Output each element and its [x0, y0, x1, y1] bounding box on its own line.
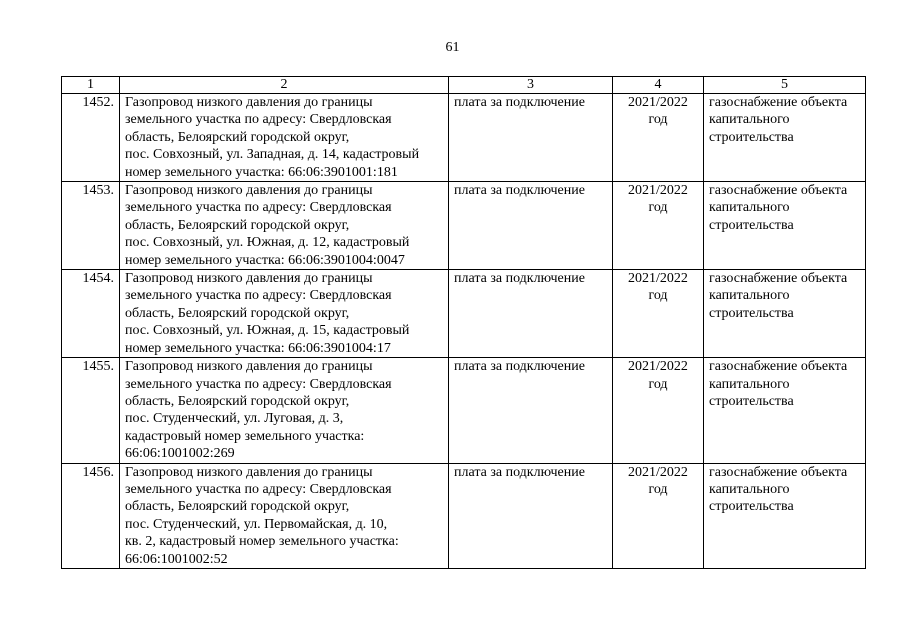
table-header-row — [62, 77, 866, 94]
period: 2021/2022 год — [613, 270, 704, 358]
fee-type: плата за подключение — [449, 463, 613, 568]
table-row — [62, 463, 866, 568]
object-description: Газопровод низкого давления до границы земельного участка по адресу: Свердловская область, Белоярский городской округ, пос. Совхозный, ул. Южная, д. 15, кадастровый номер земельного участка: 66:06:3901004:17 — [120, 270, 449, 358]
table-row — [62, 182, 866, 270]
row-number: 1455. — [62, 358, 120, 463]
fee-type: плата за подключение — [449, 94, 613, 182]
purpose: газоснабжение объекта капитального строительства — [704, 94, 866, 182]
period: 2021/2022 год — [613, 463, 704, 568]
table-row — [62, 94, 866, 182]
table-row — [62, 270, 866, 358]
column-number-5: 5 — [704, 77, 866, 94]
page-number: 61 — [445, 40, 460, 55]
fee-type: плата за подключение — [449, 270, 613, 358]
row-number: 1453. — [62, 182, 120, 270]
table-row — [62, 358, 866, 463]
object-description: Газопровод низкого давления до границы земельного участка по адресу: Свердловская область, Белоярский городской округ, пос. Совхозный, ул. Южная, д. 12, кадастровый номер земельного участка: 66:06:3901004:0047 — [120, 182, 449, 270]
object-description: Газопровод низкого давления до границы земельного участка по адресу: Свердловская область, Белоярский городской округ, пос. Студенческий, ул. Первомайская, д. 10, кв. 2, кадастровый номер земельного участка: 66:06:1001002:52 — [120, 463, 449, 568]
gas-pipeline-table — [61, 76, 866, 569]
column-number-3: 3 — [449, 77, 613, 94]
row-number: 1456. — [62, 463, 120, 568]
row-number: 1452. — [62, 94, 120, 182]
object-description: Газопровод низкого давления до границы земельного участка по адресу: Свердловская область, Белоярский городской округ, пос. Студенческий, ул. Луговая, д. 3, кадастровый номер земельного участка: 66:06:1001002:269 — [120, 358, 449, 463]
period: 2021/2022 год — [613, 94, 704, 182]
period: 2021/2022 год — [613, 182, 704, 270]
period: 2021/2022 год — [613, 358, 704, 463]
column-number-1: 1 — [62, 77, 120, 94]
column-number-2: 2 — [120, 77, 449, 94]
purpose: газоснабжение объекта капитального строительства — [704, 270, 866, 358]
object-description: Газопровод низкого давления до границы земельного участка по адресу: Свердловская область, Белоярский городской округ, пос. Совхозный, ул. Западная, д. 14, кадастровый номер земельного участка: 66:06:3901001:181 — [120, 94, 449, 182]
row-number: 1454. — [62, 270, 120, 358]
fee-type: плата за подключение — [449, 358, 613, 463]
purpose: газоснабжение объекта капитального строительства — [704, 358, 866, 463]
column-number-4: 4 — [613, 77, 704, 94]
purpose: газоснабжение объекта капитального строительства — [704, 182, 866, 270]
purpose: газоснабжение объекта капитального строительства — [704, 463, 866, 568]
fee-type: плата за подключение — [449, 182, 613, 270]
